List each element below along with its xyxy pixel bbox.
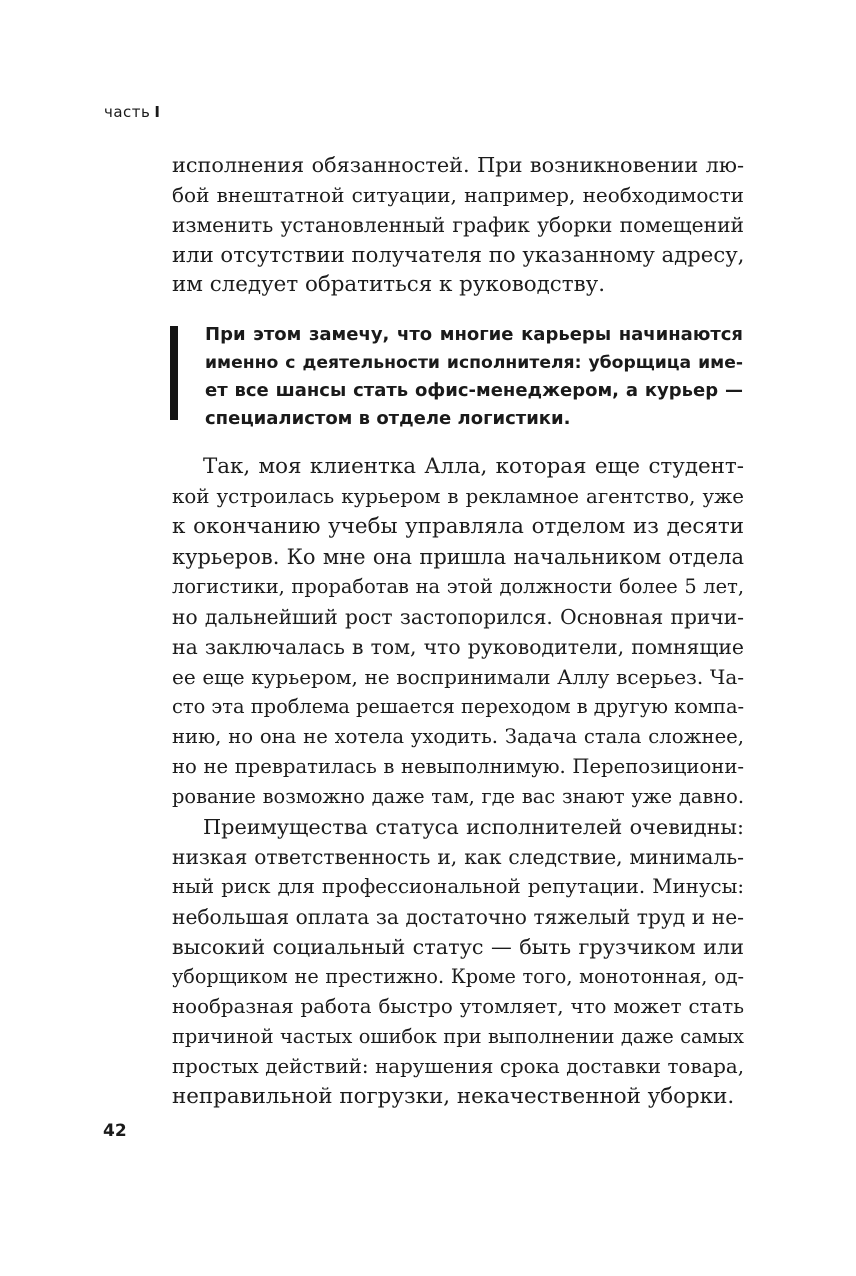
paragraph-3-line: низкая ответственность и, как следствие, минималь-: [172, 845, 744, 869]
paragraph-2-line: кой устроилась курьером в рекламное агентство, уже: [172, 485, 744, 508]
paragraph-2-line: нию, но она не хотела уходить. Задача стала сложнее,: [172, 725, 744, 748]
paragraph-3-line: небольшая оплата за достаточно тяжелый труд и не-: [172, 905, 744, 929]
running-head: [104, 103, 160, 121]
part-label: часть: [104, 103, 151, 121]
part-number: I: [154, 103, 161, 121]
callout-line: ет все шансы стать офис-менеджером, а курьер —: [205, 380, 743, 401]
paragraph-3-line: уборщиком не престижно. Кроме того, монотонная, од-: [172, 965, 744, 988]
paragraph-1-line: изменить установленный график уборки помещений: [172, 213, 744, 237]
paragraph-2-line: на заключалась в том, что руководители, помнящие: [172, 635, 744, 659]
paragraph-3-line: Преимущества статуса исполнителей очевидны:: [203, 815, 744, 839]
paragraph-3-line: причиной частых ошибок при выполнении даже самых: [172, 1025, 744, 1048]
paragraph-3-line: простых действий: нарушения срока доставки товара,: [172, 1055, 744, 1078]
callout-line: именно с деятельности исполнителя: уборщица име-: [205, 353, 743, 373]
paragraph-2-line: рование возможно даже там, где вас знают уже давно.: [172, 785, 744, 808]
paragraph-2-line: курьеров. Ко мне она пришла начальником отдела: [172, 545, 744, 569]
paragraph-3-line: высокий социальный статус — быть грузчиком или: [172, 935, 744, 959]
paragraph-1-line: исполнения обязанностей. При возникновении лю-: [172, 153, 744, 177]
paragraph-2-line: сто эта проблема решается переходом в другую компа-: [172, 695, 745, 718]
callout-bar: [170, 326, 178, 420]
paragraph-2-line: Так, моя клиентка Алла, которая еще студент-: [203, 454, 744, 479]
paragraph-3-line: ный риск для профессиональной репутации. Минусы:: [172, 875, 744, 898]
paragraph-2-line: к окончанию учебы управляла отделом из десяти: [172, 514, 744, 539]
paragraph-1-line: им следует обратиться к руководству.: [172, 272, 606, 297]
page-number: 42: [103, 1121, 127, 1141]
paragraph-2-line: но не превратилась в невыполнимую. Перепозициони-: [172, 755, 744, 778]
callout-line: При этом замечу, что многие карьеры начинаются: [205, 324, 743, 345]
paragraph-3-line: неправильной погрузки, некачественной уборки.: [172, 1084, 735, 1109]
paragraph-3-line: нообразная работа быстро утомляет, что может стать: [172, 995, 744, 1018]
paragraph-2-line: но дальнейший рост застопорился. Основная причи-: [172, 605, 744, 629]
paragraph-2-line: логистики, проработав на этой должности более 5 лет,: [172, 575, 744, 598]
paragraph-1-line: бой внештатной ситуации, например, необходимости: [172, 183, 744, 207]
callout-line: специалистом в отделе логистики.: [205, 408, 571, 429]
paragraph-1-line: или отсутствии получателя по указанному адресу,: [172, 242, 745, 267]
paragraph-2-line: ее еще курьером, не воспринимали Аллу всерьез. Ча-: [172, 665, 744, 689]
